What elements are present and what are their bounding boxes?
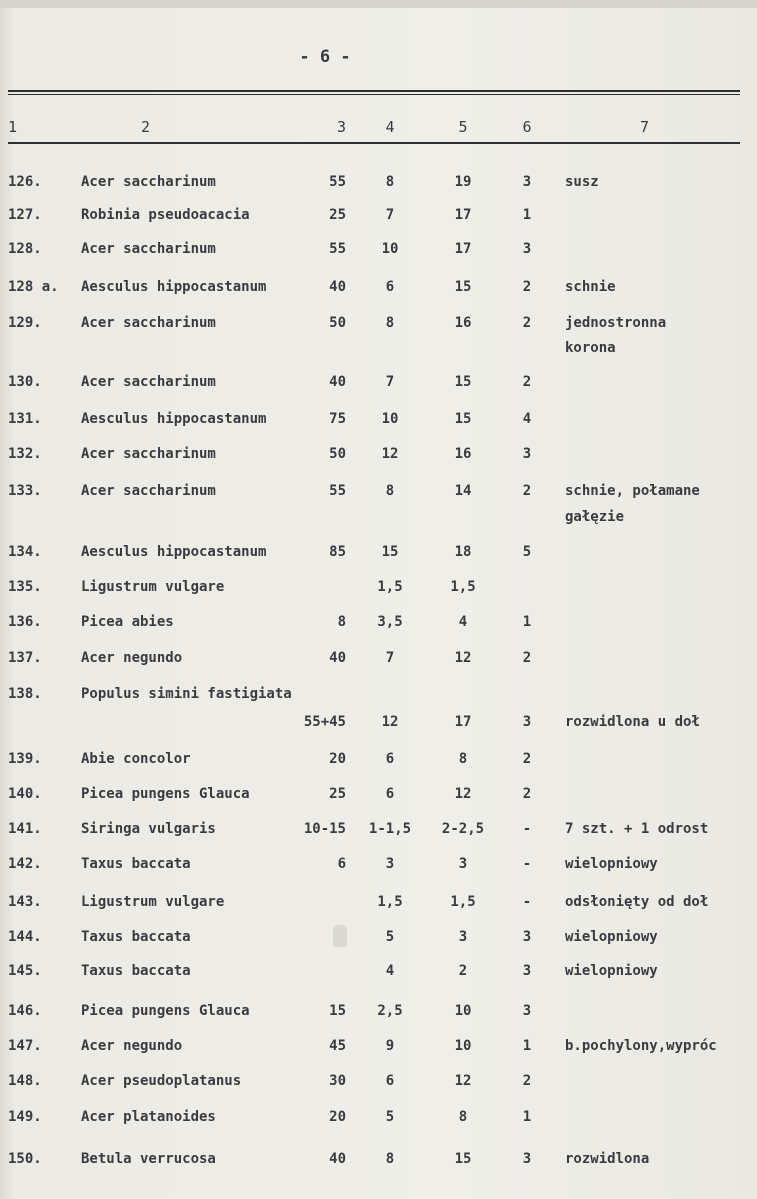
col-4-value: 10 xyxy=(381,411,399,427)
col-4-value: 8 xyxy=(385,1151,395,1167)
col-6-value: 5 xyxy=(522,544,532,560)
col-4-value: 12 xyxy=(381,714,399,730)
col-3-value: 20 xyxy=(329,1109,346,1125)
col-4-value: 7 xyxy=(385,374,395,390)
col-4-value: 3 xyxy=(385,856,395,872)
table-row xyxy=(0,543,757,579)
col-6-value: 3 xyxy=(522,1003,532,1019)
column-header-4: 4 xyxy=(385,118,395,136)
col-5-value: 19 xyxy=(454,174,472,190)
remarks: susz xyxy=(565,174,599,190)
col-5-value: 17 xyxy=(454,207,472,223)
col-4-value: 15 xyxy=(381,544,399,560)
col-5-value: 1,5 xyxy=(450,894,476,910)
row-number: 139. xyxy=(8,751,42,767)
row-number: 134. xyxy=(8,544,42,560)
col-5-value: 15 xyxy=(454,411,472,427)
remarks: b.pochylony,wypróc xyxy=(565,1038,717,1054)
col-6-value: - xyxy=(522,821,532,837)
row-number: 127. xyxy=(8,207,42,223)
col-3-value: 40 xyxy=(329,1151,346,1167)
species-name: Populus simini fastigiata xyxy=(81,686,292,702)
col-3-value: 40 xyxy=(329,650,346,666)
species-name: Acer negundo xyxy=(81,650,183,666)
col-4-value: 6 xyxy=(385,786,395,802)
table-row xyxy=(0,278,757,314)
species-name: Robinia pseudoacacia xyxy=(81,207,250,223)
col-5-value: 12 xyxy=(454,650,472,666)
col-6-value: 3 xyxy=(522,174,532,190)
species-name: Ligustrum vulgare xyxy=(81,894,225,910)
remarks: wielopniowy xyxy=(565,963,658,979)
species-name: Picea pungens Glauca xyxy=(81,1003,250,1019)
species-name: Taxus baccata xyxy=(81,856,191,872)
remarks: schnie, połamane xyxy=(565,483,700,499)
col-5-value: 15 xyxy=(454,279,472,295)
col-6-value: - xyxy=(522,856,532,872)
page-number: - 6 - xyxy=(299,47,351,67)
col-6-value: 3 xyxy=(522,241,532,257)
table-row xyxy=(0,893,757,929)
species-name: Acer saccharinum xyxy=(81,483,216,499)
col-3-value: 30 xyxy=(329,1073,346,1089)
col-3-value: 55 xyxy=(329,241,346,257)
col-6-value: 3 xyxy=(522,929,532,945)
col-3-value: 75 xyxy=(329,411,346,427)
remarks: 7 szt. + 1 odrost xyxy=(565,821,709,837)
remarks: wielopniowy xyxy=(565,856,658,872)
table-row xyxy=(0,173,757,209)
col-4-value: 5 xyxy=(385,1109,395,1125)
row-number: 126. xyxy=(8,174,42,190)
col-3-value: 20 xyxy=(329,751,346,767)
col-5-value: 16 xyxy=(454,315,472,331)
row-number: 143. xyxy=(8,894,42,910)
table-row xyxy=(0,1150,757,1186)
table-row xyxy=(0,855,757,891)
row-number: 128 a. xyxy=(8,279,59,295)
table-row xyxy=(0,785,757,821)
table-row xyxy=(0,445,757,481)
col-4-value: 1-1,5 xyxy=(368,821,412,837)
species-name: Betula verrucosa xyxy=(81,1151,216,1167)
col-4-value: 8 xyxy=(385,483,395,499)
species-name: Aesculus hippocastanum xyxy=(81,411,267,427)
species-name: Picea abies xyxy=(81,614,174,630)
column-header-1: 1 xyxy=(8,118,18,136)
col-5-value: 2-2,5 xyxy=(441,821,485,837)
col-3-value: 15 xyxy=(329,1003,346,1019)
col-4-value: 10 xyxy=(381,241,399,257)
col-6-value: 2 xyxy=(522,315,532,331)
col-4-value: 9 xyxy=(385,1038,395,1054)
table-row xyxy=(0,649,757,685)
col-6-value: 2 xyxy=(522,786,532,802)
col-3-value: 45 xyxy=(329,1038,346,1054)
col-3-value: 40 xyxy=(329,374,346,390)
row-number: 133. xyxy=(8,483,42,499)
col-4-value: 6 xyxy=(385,279,395,295)
col-5-value: 18 xyxy=(454,544,472,560)
species-name: Picea pungens Glauca xyxy=(81,786,250,802)
col-4-value: 7 xyxy=(385,207,395,223)
col-6-value: 1 xyxy=(522,1109,532,1125)
table-row xyxy=(0,1108,757,1144)
column-header-2: 2 xyxy=(141,118,151,136)
col-3-value: 50 xyxy=(329,446,346,462)
row-number: 147. xyxy=(8,1038,42,1054)
col-5-value: 10 xyxy=(454,1038,472,1054)
species-name: Acer saccharinum xyxy=(81,315,216,331)
remarks-continuation: korona xyxy=(565,340,616,356)
col-3-value: 25 xyxy=(329,207,346,223)
table-row xyxy=(0,373,757,409)
species-name: Acer negundo xyxy=(81,1038,183,1054)
page-edge xyxy=(0,0,757,8)
col-5-value: 17 xyxy=(454,241,472,257)
row-number: 135. xyxy=(8,579,42,595)
col-3-value: 55 xyxy=(329,174,346,190)
row-number: 136. xyxy=(8,614,42,630)
remarks: wielopniowy xyxy=(565,929,658,945)
col-4-value: 8 xyxy=(385,315,395,331)
col-3-value: 8 xyxy=(337,614,346,630)
table-row xyxy=(0,928,757,964)
col-3-value: 85 xyxy=(329,544,346,560)
remarks: odsłonięty od doł xyxy=(565,894,709,910)
col-5-value: 3 xyxy=(458,929,468,945)
col-6-value: 4 xyxy=(522,411,532,427)
species-name: Aesculus hippocastanum xyxy=(81,279,267,295)
col-6-value: - xyxy=(522,894,532,910)
col-6-value: 2 xyxy=(522,483,532,499)
col-5-value: 14 xyxy=(454,483,472,499)
col-5-value: 10 xyxy=(454,1003,472,1019)
table-row-continuation xyxy=(0,508,757,544)
row-number: 148. xyxy=(8,1073,42,1089)
remarks: rozwidlona u doł xyxy=(565,714,700,730)
row-number: 140. xyxy=(8,786,42,802)
col-6-value: 2 xyxy=(522,751,532,767)
column-header-6: 6 xyxy=(522,118,532,136)
remarks: jednostronna xyxy=(565,315,667,331)
col-3-value: 40 xyxy=(329,279,346,295)
species-name: Ligustrum vulgare xyxy=(81,579,225,595)
col-3-value: 6 xyxy=(337,856,346,872)
col-6-value: 1 xyxy=(522,1038,532,1054)
col-5-value: 1,5 xyxy=(450,579,476,595)
table-row xyxy=(0,410,757,446)
col-6-value: 2 xyxy=(522,374,532,390)
row-number: 129. xyxy=(8,315,42,331)
col-3-value: 55 xyxy=(329,483,346,499)
species-name: Siringa vulgaris xyxy=(81,821,216,837)
table-row xyxy=(0,1037,757,1073)
table-row xyxy=(0,1072,757,1108)
table-row xyxy=(0,962,757,998)
col-5-value: 4 xyxy=(458,614,468,630)
col-3-value: 10-15 xyxy=(303,821,346,837)
table-header-row xyxy=(0,118,757,154)
table-row xyxy=(0,750,757,786)
row-number: 144. xyxy=(8,929,42,945)
col-5-value: 15 xyxy=(454,374,472,390)
row-number: 145. xyxy=(8,963,42,979)
col-4-value: 5 xyxy=(385,929,395,945)
species-name: Acer saccharinum xyxy=(81,374,216,390)
table-row xyxy=(0,820,757,856)
col-6-value: 2 xyxy=(522,1073,532,1089)
col-4-value: 12 xyxy=(381,446,399,462)
col-3-value: 50 xyxy=(329,315,346,331)
col-3-value: 25 xyxy=(329,786,346,802)
col-6-value: 2 xyxy=(522,279,532,295)
table-top-rule-thin xyxy=(8,94,740,95)
col-6-value: 3 xyxy=(522,714,532,730)
col-4-value: 1,5 xyxy=(377,894,403,910)
col-5-value: 3 xyxy=(458,856,468,872)
row-number: 149. xyxy=(8,1109,42,1125)
table-row xyxy=(0,578,757,614)
col-5-value: 8 xyxy=(458,751,468,767)
col-5-value: 15 xyxy=(454,1151,472,1167)
row-number: 150. xyxy=(8,1151,42,1167)
species-name: Acer platanoides xyxy=(81,1109,216,1125)
col-6-value: 1 xyxy=(522,207,532,223)
col-4-value: 6 xyxy=(385,751,395,767)
remarks: rozwidlona xyxy=(565,1151,650,1167)
row-number: 141. xyxy=(8,821,42,837)
col-6-value: 3 xyxy=(522,963,532,979)
col-5-value: 17 xyxy=(454,714,472,730)
col-3-value: 55+45 xyxy=(303,714,346,730)
column-header-3: 3 xyxy=(336,118,346,136)
remarks-continuation: gałęzie xyxy=(565,509,625,525)
table-row xyxy=(0,1002,757,1038)
table-header-rule xyxy=(8,142,740,144)
column-header-5: 5 xyxy=(458,118,468,136)
col-4-value: 3,5 xyxy=(377,614,403,630)
species-name: Acer saccharinum xyxy=(81,241,216,257)
col-4-value: 7 xyxy=(385,650,395,666)
col-6-value: 1 xyxy=(522,614,532,630)
row-number: 132. xyxy=(8,446,42,462)
col-4-value: 4 xyxy=(385,963,395,979)
species-name: Abie concolor xyxy=(81,751,191,767)
species-name: Taxus baccata xyxy=(81,963,191,979)
table-row xyxy=(0,206,757,242)
col-6-value: 2 xyxy=(522,650,532,666)
table-row xyxy=(0,240,757,276)
row-number: 142. xyxy=(8,856,42,872)
col-4-value: 2,5 xyxy=(377,1003,403,1019)
col-4-value: 6 xyxy=(385,1073,395,1089)
species-name: Acer pseudoplatanus xyxy=(81,1073,242,1089)
col-6-value: 3 xyxy=(522,1151,532,1167)
column-header-7: 7 xyxy=(640,118,650,136)
row-number: 137. xyxy=(8,650,42,666)
row-number: 131. xyxy=(8,411,42,427)
col-5-value: 12 xyxy=(454,1073,472,1089)
row-number: 130. xyxy=(8,374,42,390)
col-6-value: 3 xyxy=(522,446,532,462)
col-5-value: 16 xyxy=(454,446,472,462)
col-4-value: 1,5 xyxy=(377,579,403,595)
table-row xyxy=(0,613,757,649)
species-name: Acer saccharinum xyxy=(81,446,216,462)
species-name: Aesculus hippocastanum xyxy=(81,544,267,560)
row-number: 146. xyxy=(8,1003,42,1019)
table-top-rule xyxy=(8,90,740,92)
col-5-value: 12 xyxy=(454,786,472,802)
species-name: Taxus baccata xyxy=(81,929,191,945)
col-4-value: 8 xyxy=(385,174,395,190)
table-row-continuation xyxy=(0,713,757,749)
row-number: 138. xyxy=(8,686,42,702)
table-row-continuation xyxy=(0,339,757,375)
remarks: schnie xyxy=(565,279,616,295)
col-5-value: 2 xyxy=(458,963,468,979)
row-number: 128. xyxy=(8,241,42,257)
col-5-value: 8 xyxy=(458,1109,468,1125)
species-name: Acer saccharinum xyxy=(81,174,216,190)
